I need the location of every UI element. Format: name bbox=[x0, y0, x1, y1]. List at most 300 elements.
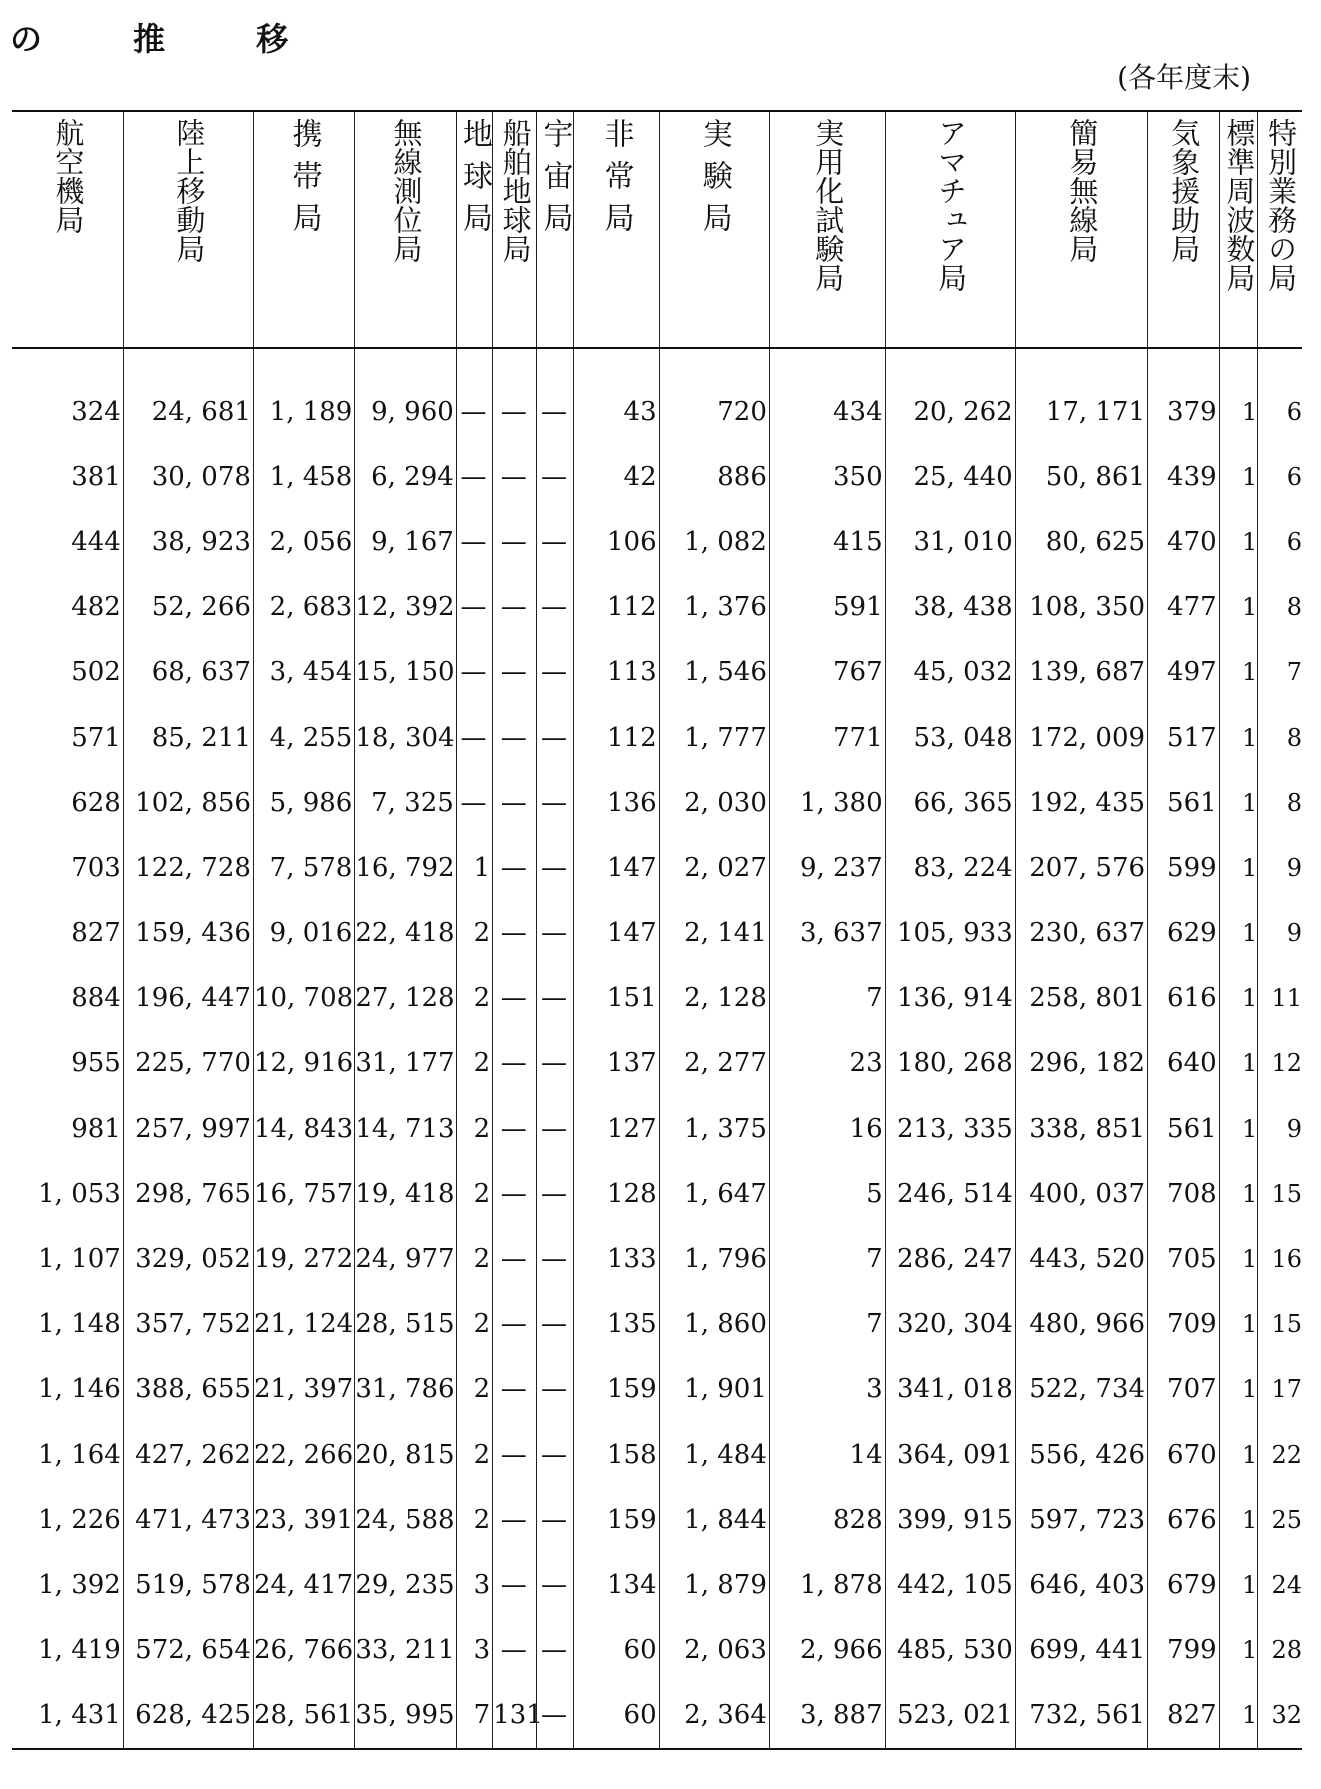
column-header-label: 無線測位局 bbox=[389, 118, 424, 263]
table-cell: 485, 530 bbox=[885, 1618, 1015, 1683]
table-cell: 22, 418 bbox=[355, 901, 456, 966]
table-cell: — bbox=[493, 640, 537, 705]
table-cell: — bbox=[493, 1292, 537, 1357]
table-cell: 31, 010 bbox=[885, 509, 1015, 574]
table-cell: 9, 167 bbox=[355, 509, 456, 574]
table-cell: 1 bbox=[1219, 640, 1258, 705]
table-cell: 83, 224 bbox=[885, 835, 1015, 900]
table-row bbox=[12, 1683, 1302, 1749]
table-cell: 11 bbox=[1258, 966, 1302, 1031]
table-cell: 298, 765 bbox=[123, 1161, 253, 1226]
table-cell: 128 bbox=[573, 1161, 659, 1226]
table-cell: 134 bbox=[573, 1552, 659, 1617]
table-cell: 2, 063 bbox=[659, 1618, 769, 1683]
column-header bbox=[1015, 111, 1147, 348]
table-cell: 556, 426 bbox=[1015, 1422, 1147, 1487]
table-cell: 3 bbox=[769, 1357, 885, 1422]
table-cell: 230, 637 bbox=[1015, 901, 1147, 966]
table-cell: 1, 380 bbox=[769, 770, 885, 835]
table-cell: 31, 786 bbox=[355, 1357, 456, 1422]
table-cell: 18, 304 bbox=[355, 705, 456, 770]
table-cell: 10, 708 bbox=[253, 966, 354, 1031]
table-cell: 572, 654 bbox=[123, 1618, 253, 1683]
table-cell: 17 bbox=[1258, 1357, 1302, 1422]
table-row bbox=[12, 1226, 1302, 1291]
table-cell: — bbox=[493, 1161, 537, 1226]
station-count-table bbox=[12, 110, 1302, 1750]
table-cell: 732, 561 bbox=[1015, 1683, 1147, 1749]
table-cell: — bbox=[456, 640, 492, 705]
table-cell: 8 bbox=[1258, 705, 1302, 770]
table-cell: 20, 815 bbox=[355, 1422, 456, 1487]
table-cell: 137 bbox=[573, 1031, 659, 1096]
column-header bbox=[253, 111, 354, 348]
table-row bbox=[12, 1487, 1302, 1552]
table-cell: 439 bbox=[1148, 444, 1220, 509]
table-cell: 597, 723 bbox=[1015, 1487, 1147, 1552]
table-cell: 388, 655 bbox=[123, 1357, 253, 1422]
table-row bbox=[12, 901, 1302, 966]
table-cell: 9, 960 bbox=[355, 348, 456, 444]
table-cell: — bbox=[493, 1357, 537, 1422]
table-cell: — bbox=[537, 640, 573, 705]
table-row bbox=[12, 575, 1302, 640]
table-cell: 159 bbox=[573, 1487, 659, 1552]
table-cell: 415 bbox=[769, 509, 885, 574]
table-cell: — bbox=[493, 770, 537, 835]
table-cell: 1, 392 bbox=[38, 1569, 121, 1600]
table-cell: 80, 625 bbox=[1015, 509, 1147, 574]
column-header-label: 実用化試験局 bbox=[811, 118, 846, 292]
table-body bbox=[12, 348, 1302, 1749]
column-header-label: 陸上移動局 bbox=[172, 118, 207, 263]
table-cell: 1 bbox=[1219, 770, 1258, 835]
column-header bbox=[1258, 111, 1302, 348]
table-cell: 85, 211 bbox=[123, 705, 253, 770]
header-row bbox=[12, 111, 1302, 348]
table-cell: 1, 189 bbox=[253, 348, 354, 444]
table-cell: 400, 037 bbox=[1015, 1161, 1147, 1226]
table-cell: 1 bbox=[1219, 1292, 1258, 1357]
table-cell: 350 bbox=[769, 444, 885, 509]
table-cell: 7 bbox=[769, 966, 885, 1031]
table-cell: 1 bbox=[1219, 1031, 1258, 1096]
table-cell: 296, 182 bbox=[1015, 1031, 1147, 1096]
table-cell: 15, 150 bbox=[355, 640, 456, 705]
column-header-label: 実験局 bbox=[696, 118, 732, 244]
table-cell: 2 bbox=[456, 1487, 492, 1552]
table-cell: 147 bbox=[573, 835, 659, 900]
table-cell: — bbox=[537, 575, 573, 640]
table-cell: 7, 325 bbox=[355, 770, 456, 835]
table-cell: 27, 128 bbox=[355, 966, 456, 1031]
table-cell: 427, 262 bbox=[123, 1422, 253, 1487]
table-cell: — bbox=[493, 901, 537, 966]
table-cell: 616 bbox=[1148, 966, 1220, 1031]
table-cell: 22, 266 bbox=[253, 1422, 354, 1487]
table-cell: 258, 801 bbox=[1015, 966, 1147, 1031]
table-cell: 1 bbox=[1219, 966, 1258, 1031]
table-cell: 225, 770 bbox=[123, 1031, 253, 1096]
table-cell: 45, 032 bbox=[885, 640, 1015, 705]
table-cell: — bbox=[537, 1161, 573, 1226]
table-cell: 1, 546 bbox=[659, 640, 769, 705]
table-cell: 561 bbox=[1148, 770, 1220, 835]
table-cell: — bbox=[493, 1096, 537, 1161]
table-cell: 23 bbox=[769, 1031, 885, 1096]
table-cell: 6, 294 bbox=[355, 444, 456, 509]
table-cell: 2, 027 bbox=[659, 835, 769, 900]
table-cell: 158 bbox=[573, 1422, 659, 1487]
table-cell: 1, 901 bbox=[659, 1357, 769, 1422]
table-cell: 42 bbox=[573, 444, 659, 509]
table-cell: 442, 105 bbox=[885, 1552, 1015, 1617]
table-cell: 105, 933 bbox=[885, 901, 1015, 966]
table-cell: 1 bbox=[1219, 901, 1258, 966]
table-cell: — bbox=[493, 1552, 537, 1617]
table-cell: 2, 030 bbox=[659, 770, 769, 835]
table-cell: 38, 923 bbox=[123, 509, 253, 574]
table-cell: 2, 141 bbox=[659, 901, 769, 966]
table-row bbox=[12, 348, 1302, 444]
table-cell: — bbox=[493, 1031, 537, 1096]
table-cell: 66, 365 bbox=[885, 770, 1015, 835]
table-cell: 4, 255 bbox=[253, 705, 354, 770]
table-cell: 767 bbox=[769, 640, 885, 705]
table-cell: — bbox=[456, 575, 492, 640]
table-cell: 1, 419 bbox=[38, 1635, 121, 1666]
table-cell: 207, 576 bbox=[1015, 835, 1147, 900]
table-cell: 112 bbox=[573, 575, 659, 640]
table-cell: 38, 438 bbox=[885, 575, 1015, 640]
table-cell: — bbox=[493, 444, 537, 509]
table-cell: 707 bbox=[1148, 1357, 1220, 1422]
table-cell: 502 bbox=[71, 657, 121, 688]
table-cell: — bbox=[493, 1487, 537, 1552]
table-cell: 1, 844 bbox=[659, 1487, 769, 1552]
table-cell: 670 bbox=[1148, 1422, 1220, 1487]
column-header bbox=[1219, 111, 1258, 348]
table-cell: — bbox=[537, 705, 573, 770]
table-cell: 2 bbox=[456, 1031, 492, 1096]
table-cell: 827 bbox=[71, 918, 121, 949]
table-cell: 6 bbox=[1258, 348, 1302, 444]
table-cell: 1 bbox=[1219, 1683, 1258, 1749]
table-cell: 24 bbox=[1258, 1552, 1302, 1617]
table-cell: 127 bbox=[573, 1096, 659, 1161]
table-cell: 30, 078 bbox=[123, 444, 253, 509]
table-cell: 1 bbox=[1219, 1096, 1258, 1161]
table-cell: 16 bbox=[1258, 1226, 1302, 1291]
table-cell: — bbox=[537, 770, 573, 835]
table-cell: 133 bbox=[573, 1226, 659, 1291]
table-cell: 471, 473 bbox=[123, 1487, 253, 1552]
table-cell: 131 bbox=[493, 1683, 537, 1749]
column-header-label: 船舶地球局 bbox=[498, 118, 533, 263]
table-cell: 257, 997 bbox=[123, 1096, 253, 1161]
column-header-label: アマチュア局 bbox=[934, 118, 969, 292]
table-cell: 147 bbox=[573, 901, 659, 966]
table-cell: 2 bbox=[456, 1096, 492, 1161]
column-header-label: 標準周波数局 bbox=[1222, 118, 1257, 292]
column-header bbox=[493, 111, 537, 348]
table-cell: — bbox=[493, 1618, 537, 1683]
table-cell: 24, 977 bbox=[355, 1226, 456, 1291]
table-cell: 7 bbox=[1258, 640, 1302, 705]
table-cell: 771 bbox=[769, 705, 885, 770]
table-cell: 213, 335 bbox=[885, 1096, 1015, 1161]
table-cell: 1, 458 bbox=[253, 444, 354, 509]
table-cell: 35, 995 bbox=[355, 1683, 456, 1749]
table-cell: 14 bbox=[769, 1422, 885, 1487]
table-cell: — bbox=[493, 1422, 537, 1487]
table-cell: 2, 683 bbox=[253, 575, 354, 640]
table-cell: 1 bbox=[1219, 705, 1258, 770]
table-cell: 2 bbox=[456, 1357, 492, 1422]
table-cell: 180, 268 bbox=[885, 1031, 1015, 1096]
table-cell: 708 bbox=[1148, 1161, 1220, 1226]
table-row bbox=[12, 835, 1302, 900]
table-cell: 50, 861 bbox=[1015, 444, 1147, 509]
table-cell: 9, 016 bbox=[253, 901, 354, 966]
table-cell: 52, 266 bbox=[123, 575, 253, 640]
table-row bbox=[12, 1096, 1302, 1161]
table-cell: 21, 124 bbox=[253, 1292, 354, 1357]
column-header-label: 宇宙局 bbox=[537, 118, 573, 244]
table-cell: 470 bbox=[1148, 509, 1220, 574]
table-cell: — bbox=[537, 1096, 573, 1161]
table-cell: 884 bbox=[71, 983, 121, 1014]
table-cell: 106 bbox=[573, 509, 659, 574]
table-row bbox=[12, 1031, 1302, 1096]
table-row bbox=[12, 640, 1302, 705]
table-cell: 1 bbox=[1219, 1618, 1258, 1683]
table-cell: 629 bbox=[1148, 901, 1220, 966]
column-header bbox=[537, 111, 573, 348]
table-cell: 628, 425 bbox=[123, 1683, 253, 1749]
table-cell: 12, 916 bbox=[253, 1031, 354, 1096]
table-cell: 329, 052 bbox=[123, 1226, 253, 1291]
table-row bbox=[12, 1618, 1302, 1683]
table-cell: 24, 417 bbox=[253, 1552, 354, 1617]
table-cell: 357, 752 bbox=[123, 1292, 253, 1357]
table-cell: 25, 440 bbox=[885, 444, 1015, 509]
table-cell: 1, 796 bbox=[659, 1226, 769, 1291]
table-cell: 136, 914 bbox=[885, 966, 1015, 1031]
table-cell: 28, 515 bbox=[355, 1292, 456, 1357]
table-cell: 699, 441 bbox=[1015, 1618, 1147, 1683]
table-cell: — bbox=[537, 1357, 573, 1422]
table-cell: 122, 728 bbox=[123, 835, 253, 900]
table-cell: 14, 843 bbox=[253, 1096, 354, 1161]
column-header-label: 航空機局 bbox=[51, 118, 86, 234]
table-cell: — bbox=[537, 1422, 573, 1487]
table-row bbox=[12, 770, 1302, 835]
table-cell: — bbox=[537, 1618, 573, 1683]
table-cell: — bbox=[537, 901, 573, 966]
table-cell: 705 bbox=[1148, 1226, 1220, 1291]
table-cell: 519, 578 bbox=[123, 1552, 253, 1617]
table-row bbox=[12, 705, 1302, 770]
table-cell: 2 bbox=[456, 901, 492, 966]
table-cell: 5, 986 bbox=[253, 770, 354, 835]
table-cell: 7, 578 bbox=[253, 835, 354, 900]
table-cell: 1 bbox=[1219, 575, 1258, 640]
table-cell: 828 bbox=[769, 1487, 885, 1552]
table-cell: 12, 392 bbox=[355, 575, 456, 640]
table-cell: 14, 713 bbox=[355, 1096, 456, 1161]
table-cell: 24, 588 bbox=[355, 1487, 456, 1552]
table-row bbox=[12, 966, 1302, 1031]
table-cell: 28, 561 bbox=[253, 1683, 354, 1749]
table-cell: — bbox=[456, 444, 492, 509]
table-cell: — bbox=[537, 1487, 573, 1552]
column-header bbox=[1148, 111, 1220, 348]
table-cell: 1 bbox=[1219, 1552, 1258, 1617]
table-cell: 8 bbox=[1258, 770, 1302, 835]
table-cell: 1, 431 bbox=[12, 1683, 123, 1749]
table-cell: 561 bbox=[1148, 1096, 1220, 1161]
table-cell: 523, 021 bbox=[885, 1683, 1015, 1749]
table-cell: 1, 860 bbox=[659, 1292, 769, 1357]
table-cell: 19, 418 bbox=[355, 1161, 456, 1226]
table-cell: 12 bbox=[1258, 1031, 1302, 1096]
table-cell: 28 bbox=[1258, 1618, 1302, 1683]
table-cell: 3, 637 bbox=[769, 901, 885, 966]
table-cell: 16, 792 bbox=[355, 835, 456, 900]
table-cell: 1, 376 bbox=[659, 575, 769, 640]
table-cell: — bbox=[537, 1226, 573, 1291]
table-cell: 9 bbox=[1258, 1096, 1302, 1161]
table-cell: 399, 915 bbox=[885, 1487, 1015, 1552]
table-cell: 60 bbox=[573, 1618, 659, 1683]
table-cell: 1 bbox=[1219, 1357, 1258, 1422]
table-cell: 628 bbox=[71, 787, 121, 818]
table-cell: 1, 053 bbox=[38, 1178, 121, 1209]
table-cell: 23, 391 bbox=[253, 1487, 354, 1552]
table-cell: 5 bbox=[769, 1161, 885, 1226]
table-cell: 720 bbox=[659, 348, 769, 444]
table-cell: 2 bbox=[456, 1292, 492, 1357]
column-header-label: 簡易無線局 bbox=[1065, 118, 1100, 263]
table-cell: 703 bbox=[71, 852, 121, 883]
table-cell: 1, 375 bbox=[659, 1096, 769, 1161]
table-row bbox=[12, 1357, 1302, 1422]
table-cell: 286, 247 bbox=[885, 1226, 1015, 1291]
table-cell: 338, 851 bbox=[1015, 1096, 1147, 1161]
table-cell: 443, 520 bbox=[1015, 1226, 1147, 1291]
table-cell: 9 bbox=[1258, 835, 1302, 900]
table-cell: 192, 435 bbox=[1015, 770, 1147, 835]
table-cell: 482 bbox=[71, 592, 121, 623]
table-cell: 1, 107 bbox=[38, 1244, 121, 1275]
column-header-label: 携帯局 bbox=[286, 118, 322, 244]
column-header bbox=[456, 111, 492, 348]
table-cell: 955 bbox=[71, 1048, 121, 1079]
table-cell: 571 bbox=[71, 722, 121, 753]
table-cell: — bbox=[537, 966, 573, 1031]
table-cell: — bbox=[537, 1683, 573, 1749]
table-cell: 3 bbox=[456, 1618, 492, 1683]
table-cell: 25 bbox=[1258, 1487, 1302, 1552]
table-cell: 16, 757 bbox=[253, 1161, 354, 1226]
column-header bbox=[355, 111, 456, 348]
table-cell: 799 bbox=[1148, 1618, 1220, 1683]
column-header bbox=[885, 111, 1015, 348]
table-cell: 599 bbox=[1148, 835, 1220, 900]
table-cell: 136 bbox=[573, 770, 659, 835]
table-cell: 151 bbox=[573, 966, 659, 1031]
table-cell: 676 bbox=[1148, 1487, 1220, 1552]
table-cell: 1, 226 bbox=[38, 1504, 121, 1535]
table-row bbox=[12, 1292, 1302, 1357]
table-cell: 381 bbox=[71, 461, 121, 492]
table-cell: 591 bbox=[769, 575, 885, 640]
table-cell: — bbox=[537, 835, 573, 900]
table-cell: 246, 514 bbox=[885, 1161, 1015, 1226]
column-header-label: 特別業務の局 bbox=[1264, 118, 1299, 292]
table-cell: 522, 734 bbox=[1015, 1357, 1147, 1422]
table-cell: — bbox=[537, 444, 573, 509]
page-title: の 推 移 bbox=[10, 20, 329, 58]
table-cell: 480, 966 bbox=[1015, 1292, 1147, 1357]
column-header bbox=[12, 111, 123, 348]
table-cell: 364, 091 bbox=[885, 1422, 1015, 1487]
table-cell: — bbox=[493, 835, 537, 900]
table-cell: — bbox=[493, 1226, 537, 1291]
table-row bbox=[12, 1422, 1302, 1487]
column-header bbox=[123, 111, 253, 348]
table-cell: — bbox=[493, 705, 537, 770]
table-cell: 3, 887 bbox=[769, 1683, 885, 1749]
table-cell: — bbox=[493, 575, 537, 640]
table-cell: 19, 272 bbox=[253, 1226, 354, 1291]
table-cell: 1, 484 bbox=[659, 1422, 769, 1487]
table-cell: 135 bbox=[573, 1292, 659, 1357]
table-cell: 2, 277 bbox=[659, 1031, 769, 1096]
table-cell: — bbox=[537, 509, 573, 574]
table-cell: 43 bbox=[573, 348, 659, 444]
table-cell: 108, 350 bbox=[1015, 575, 1147, 640]
table-cell: 320, 304 bbox=[885, 1292, 1015, 1357]
table-cell: — bbox=[537, 348, 573, 444]
table-cell: — bbox=[537, 1552, 573, 1617]
table-cell: 29, 235 bbox=[355, 1552, 456, 1617]
table-cell: 196, 447 bbox=[123, 966, 253, 1031]
table-cell: 2, 966 bbox=[769, 1618, 885, 1683]
table-cell: 3 bbox=[456, 1552, 492, 1617]
table-cell: 112 bbox=[573, 705, 659, 770]
table-cell: 2, 056 bbox=[253, 509, 354, 574]
table-cell: 102, 856 bbox=[123, 770, 253, 835]
table-cell: 21, 397 bbox=[253, 1357, 354, 1422]
table-cell: 1 bbox=[1219, 835, 1258, 900]
table-cell: 1 bbox=[1219, 1422, 1258, 1487]
table-cell: 2 bbox=[456, 1161, 492, 1226]
table-cell: 7 bbox=[456, 1683, 492, 1749]
table-cell: 17, 171 bbox=[1015, 348, 1147, 444]
table-cell: 646, 403 bbox=[1015, 1552, 1147, 1617]
table-cell: — bbox=[493, 966, 537, 1031]
table-cell: 159 bbox=[573, 1357, 659, 1422]
table-cell: 16 bbox=[769, 1096, 885, 1161]
table-cell: 2 bbox=[456, 1226, 492, 1291]
table-row bbox=[12, 1552, 1302, 1617]
table-cell: 827 bbox=[1148, 1683, 1220, 1749]
table-cell: 379 bbox=[1148, 348, 1220, 444]
table-cell: 60 bbox=[573, 1683, 659, 1749]
table-cell: — bbox=[456, 509, 492, 574]
